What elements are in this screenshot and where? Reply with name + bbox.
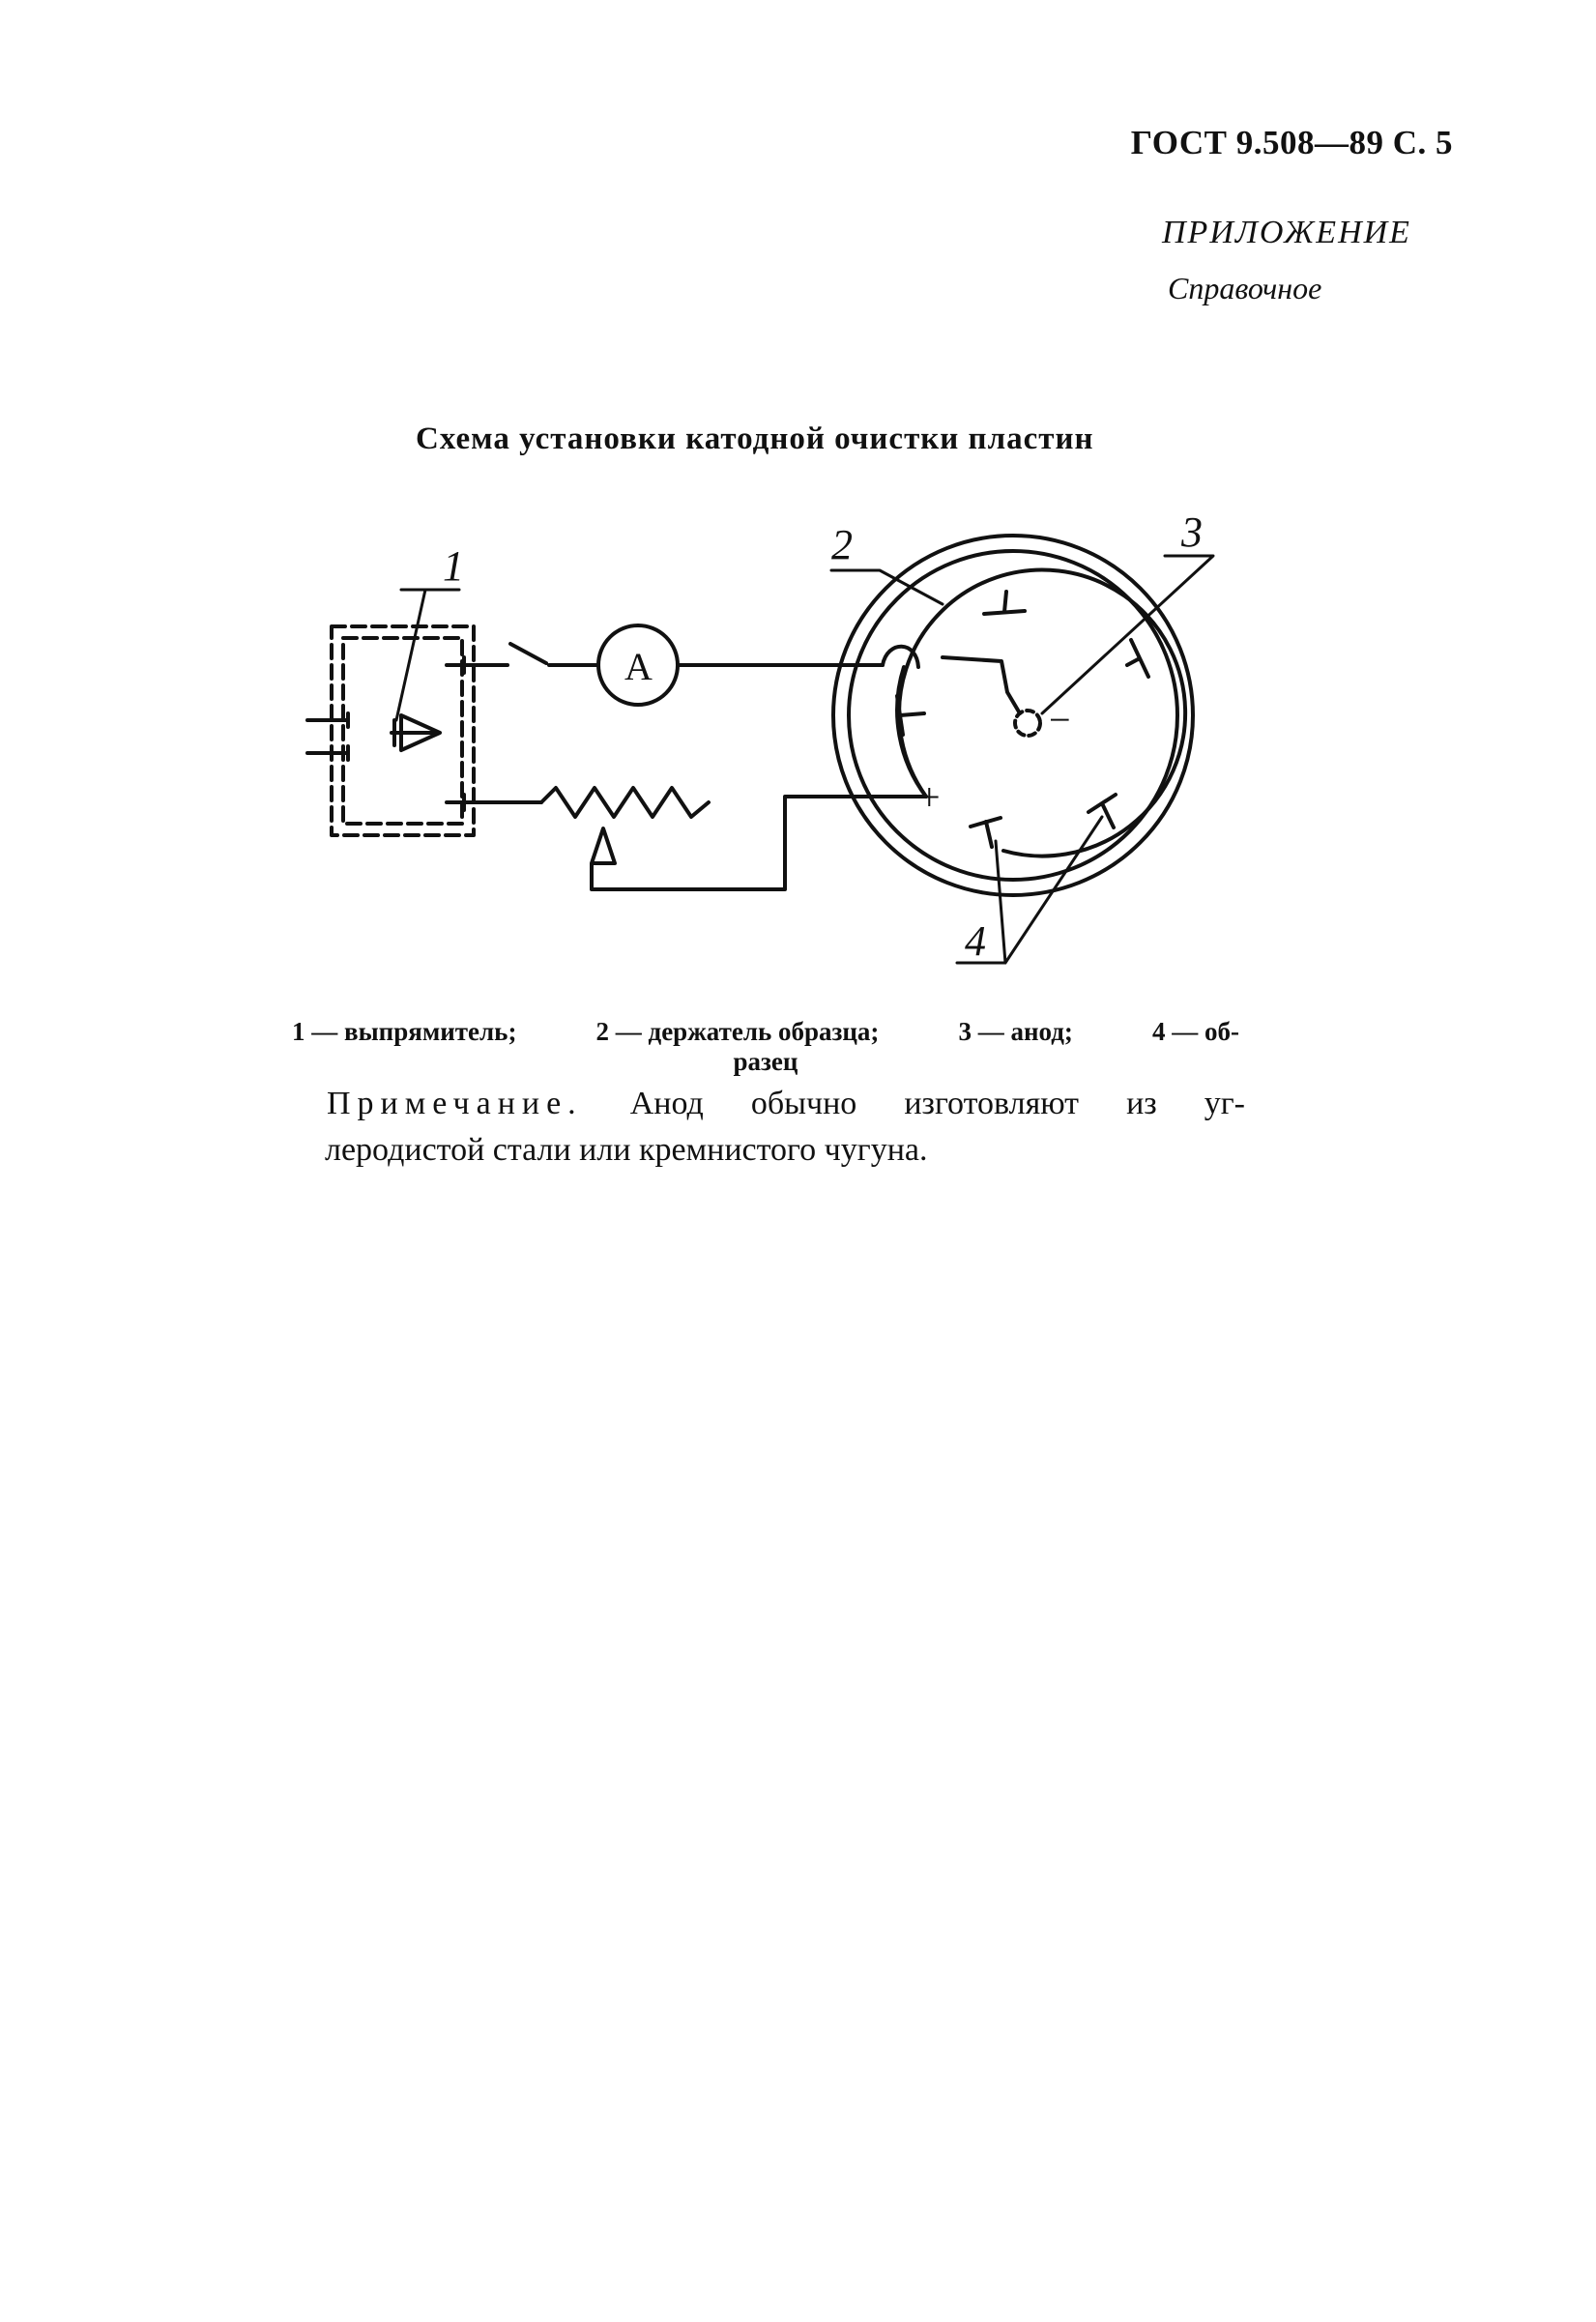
callout-2: 2 (831, 521, 853, 568)
minus-sign: − (1049, 698, 1071, 741)
switch (464, 644, 597, 665)
callout-4: 4 (965, 917, 986, 965)
callout-3: 3 (1181, 508, 1203, 556)
legend-item-2: 2 — держатель образца; (595, 1017, 880, 1046)
appendix-subtitle: Справочное (1168, 271, 1322, 305)
rheostat-slider (592, 797, 926, 889)
rectifier-diode-symbol (392, 715, 440, 750)
circuit-diagram (0, 0, 1596, 1015)
note-text-line2: леродистой стали или кремнистого чугуна. (325, 1132, 928, 1168)
note-text-line1: Анод обычно изготовляют из уг- (629, 1086, 1246, 1121)
page-header: ГОСТ 9.508—89 С. 5 (1130, 124, 1453, 161)
appendix-title: ПРИЛОЖЕНИЕ (1162, 215, 1411, 250)
ammeter-label: A (624, 645, 653, 688)
callout-leaders (396, 556, 1213, 963)
note-heading: Примечание. (327, 1086, 583, 1121)
figure-title: Схема установки катодной очистки пластин (416, 421, 1094, 456)
plus-sign: + (918, 775, 941, 819)
legend-item-3: 3 — анод; (958, 1017, 1073, 1046)
figure-legend (292, 1017, 1239, 1077)
note-block (327, 1081, 1245, 1174)
legend-continuation: разец (733, 1047, 798, 1076)
legend-item-4: 4 — об- (1152, 1017, 1239, 1046)
legend-item-1: 1 — выпрямитель; (292, 1017, 517, 1046)
cell-outer-ring (833, 536, 1193, 895)
rheostat (464, 788, 709, 817)
callout-1: 1 (443, 542, 464, 590)
